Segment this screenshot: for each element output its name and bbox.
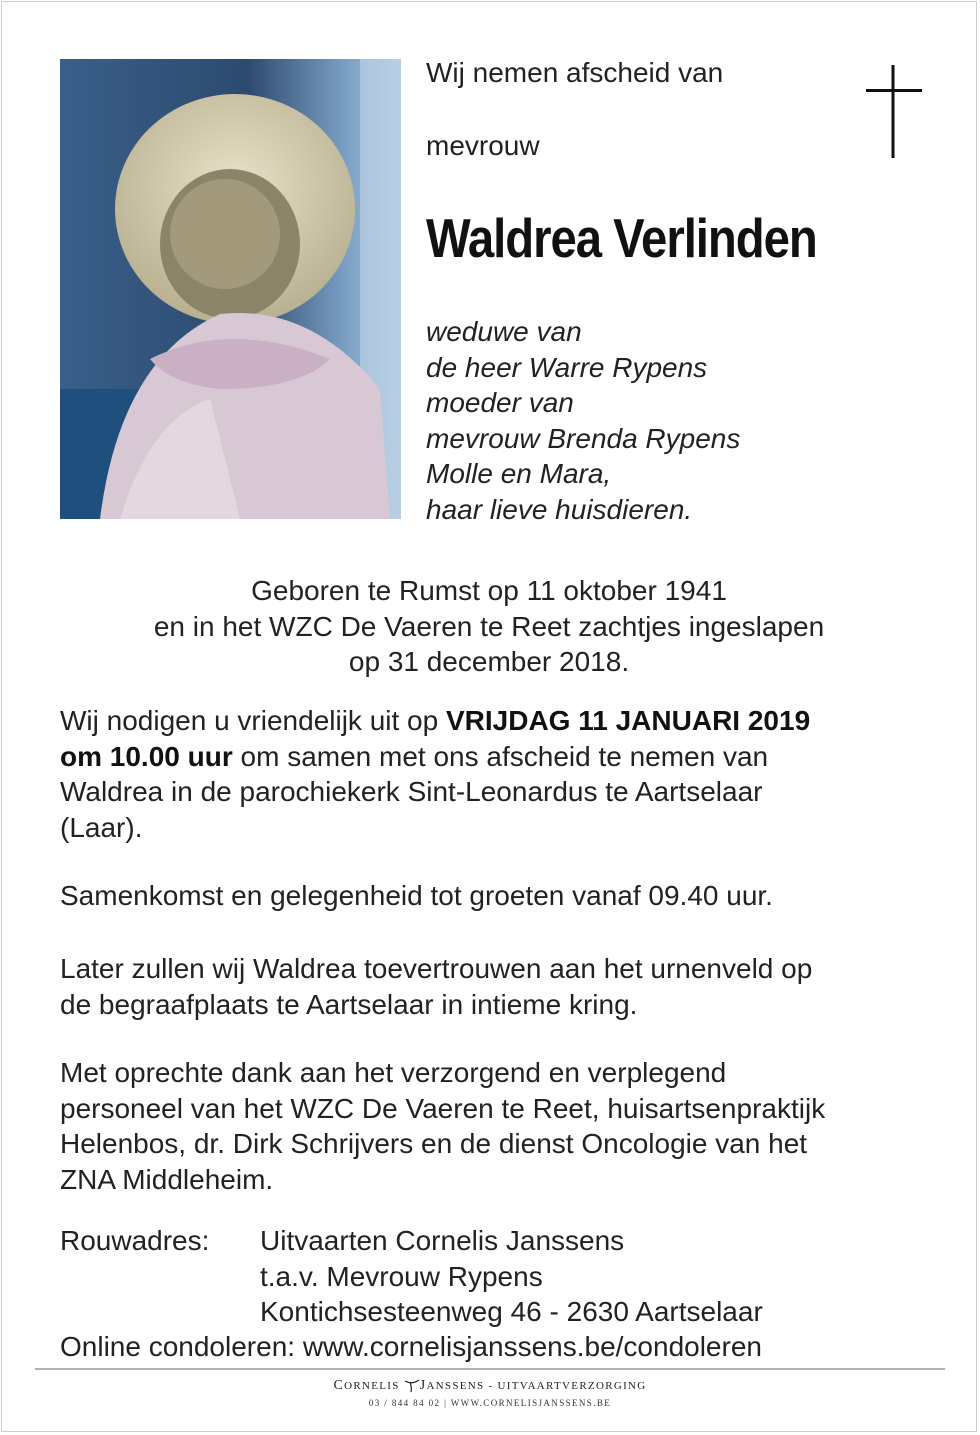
urn-paragraph xyxy=(60,951,930,1022)
thanks-text: personeel van het WZC De Vaeren te Reet, huisartsenpraktijk xyxy=(60,1092,826,1124)
funeral-home-logo: CORNELIS JANSSENS - UITVAARTVERZORGING xyxy=(333,1378,647,1393)
urn-text: de begraafplaats te Aartselaar in intieme kring. xyxy=(60,988,638,1020)
thanks-paragraph xyxy=(60,1055,930,1197)
footer-divider xyxy=(35,1368,945,1370)
ceremony-date: VRIJDAG 11 JANUARI 2019 xyxy=(445,705,811,736)
invite-text: (Laar). xyxy=(60,811,143,843)
relation-line: weduwe van xyxy=(426,316,582,347)
relations-block xyxy=(426,314,740,528)
relation-line: moeder van xyxy=(426,387,574,419)
invite-text: om samen met ons afscheid te nemen van xyxy=(232,740,769,772)
invite-text: Waldrea in de parochiekerk Sint-Leonardus te Aartselaar xyxy=(60,776,763,807)
urn-text: Later zullen wij Waldrea toevertrouwen aan het urnenveld op xyxy=(60,953,813,984)
address-label: Rouwadres: xyxy=(60,1225,210,1256)
footer-website[interactable]: WWW.CORNELISJANSSENS.BE xyxy=(450,1398,612,1408)
passing-line: en in het WZC De Vaeren te Reet zachtjes ingeslapen xyxy=(153,610,825,642)
relation-line: mevrouw Brenda Rypens xyxy=(426,422,741,454)
portrait-photo xyxy=(60,59,401,519)
birth-line: Geboren te Rumst op 11 oktober 1941 xyxy=(251,575,727,606)
ceremony-time: om 10.00 uur xyxy=(60,740,233,772)
relation-line: de heer Warre Rypens xyxy=(426,351,708,383)
deceased-name: Waldrea Verlinden xyxy=(426,207,817,269)
invite-text: Wij nodigen u vriendelijk uit op xyxy=(60,705,446,736)
gathering-paragraph xyxy=(60,878,930,914)
gathering-text: Samenkomst en gelegenheid tot groeten vanaf 09.40 uur. xyxy=(60,880,773,911)
intro-text: Wij nemen afscheid van xyxy=(426,57,724,88)
thanks-text: Helenbos, dr. Dirk Schrijvers en de dienst Oncologie van het xyxy=(60,1128,808,1159)
online-condolence-link[interactable]: Online condoleren: www.cornelisjanssens.be/condoleren xyxy=(60,1331,762,1362)
footer-phone: 03 / 844 84 02 xyxy=(368,1398,441,1408)
address-line: Uitvaarten Cornelis Janssens xyxy=(260,1225,625,1256)
honorific-title: mevrouw xyxy=(426,130,540,161)
passing-date-line: op 31 december 2018. xyxy=(348,646,630,677)
footer-contact: 03 / 844 84 02 | WWW.CORNELISJANSSENS.BE xyxy=(368,1398,612,1408)
birth-death-block xyxy=(60,573,918,680)
relation-line: Molle en Mara, xyxy=(426,458,612,490)
invitation-paragraph xyxy=(60,703,930,845)
mourning-address xyxy=(60,1223,763,1330)
cross-icon xyxy=(866,65,922,158)
thanks-text: Met oprechte dank aan het verzorgend en verplegend xyxy=(60,1057,727,1088)
thanks-text: ZNA Middleheim. xyxy=(60,1163,274,1195)
address-line: t.a.v. Mevrouw Rypens xyxy=(260,1260,543,1292)
relation-line: haar lieve huisdieren. xyxy=(426,493,693,525)
address-line: Kontichsesteenweg 46 - 2630 Aartselaar xyxy=(260,1296,763,1327)
logo-mark-icon xyxy=(404,1379,420,1393)
